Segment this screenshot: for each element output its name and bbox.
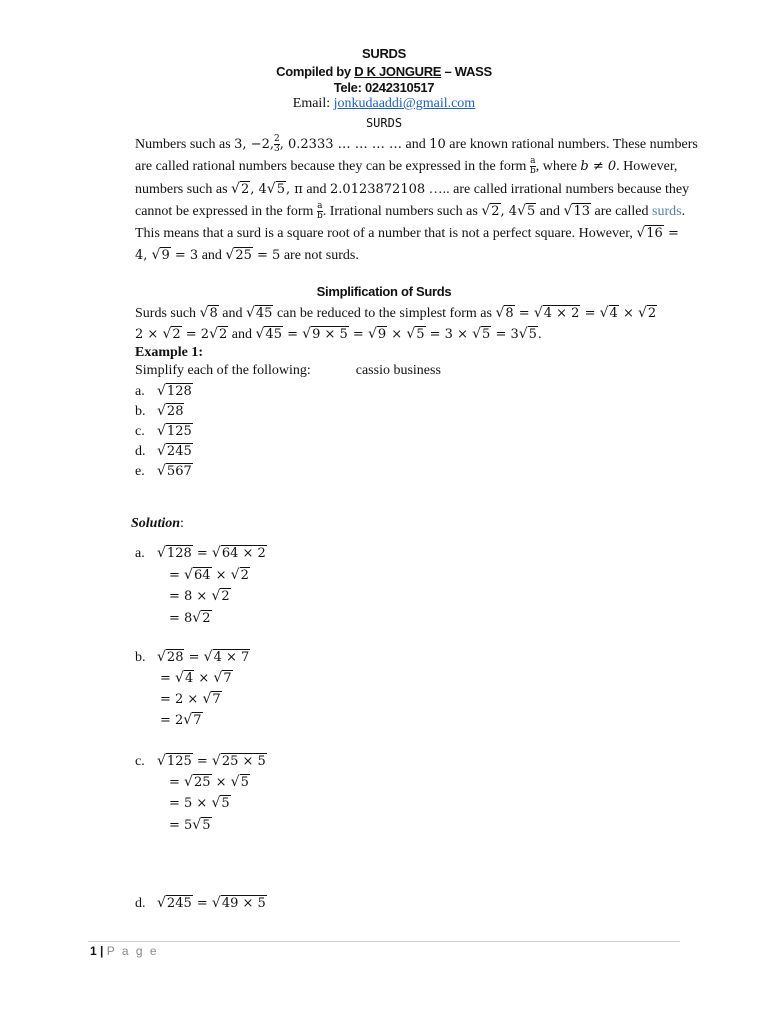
text: are called rational numbers because they can be expressed in the form: [135, 159, 530, 174]
text: .: [681, 204, 686, 219]
text: and: [218, 306, 246, 321]
sqrt: √64: [184, 567, 211, 583]
math: , π: [286, 182, 303, 197]
math: = 5 ×: [169, 796, 212, 811]
sqrt-arg: 4 × 2: [543, 306, 580, 321]
math: = 5: [169, 818, 193, 833]
math: =: [192, 896, 212, 911]
sqrt: √25 × 5: [211, 753, 266, 769]
math: 2 ×: [135, 327, 163, 342]
page-footer: [90, 944, 159, 958]
sqrt: √7: [213, 670, 232, 686]
sqrt: √9: [367, 326, 387, 342]
example-note: cassio business: [355, 363, 441, 378]
math: = 2 ×: [160, 692, 203, 707]
sqrt-arg: 2: [647, 306, 657, 321]
sqrt: √245: [157, 895, 192, 911]
math: ×: [194, 671, 214, 686]
math: = 2: [181, 327, 210, 342]
solution-c-line-1: [135, 753, 267, 770]
text: Numbers such as: [135, 137, 235, 152]
example-instruction-line: [135, 363, 441, 379]
solution-colon: :: [180, 516, 184, 531]
item-letter: a.: [135, 384, 145, 399]
example-item-a: [135, 383, 193, 400]
intro-paragraph: [135, 134, 698, 266]
example-item-c: [135, 423, 193, 440]
intro-row-5: [135, 222, 679, 244]
frac-num: a: [317, 201, 323, 212]
sqrt: √25: [225, 247, 252, 263]
text: are not surds.: [280, 248, 359, 263]
sqrt-arg: 4: [184, 671, 194, 686]
math: =: [160, 671, 176, 686]
item-letter: a.: [135, 546, 145, 561]
sqrt-arg: 45: [265, 327, 282, 342]
sqrt: √4: [175, 670, 194, 686]
sqrt: √8: [199, 305, 218, 321]
math: = 8: [169, 611, 193, 626]
sqrt-arg: 8: [209, 306, 218, 321]
solution-b-line-3: [160, 691, 222, 708]
sqrt-arg: 2: [240, 182, 250, 197]
sqrt: √7: [202, 691, 221, 707]
sqrt: √567: [157, 463, 192, 479]
page-separator: |: [96, 944, 107, 958]
solution-a-line-2: [169, 567, 250, 584]
sqrt: √125: [157, 753, 192, 769]
math: =: [514, 306, 534, 321]
sqrt: √5: [266, 181, 285, 197]
frac-den: b: [316, 211, 323, 222]
sqrt-arg: 9 × 5: [312, 327, 348, 342]
solution-heading: [131, 516, 184, 532]
sqrt-arg: 7: [193, 713, 202, 728]
sqrt: √2: [209, 326, 228, 342]
sqrt: √5: [406, 326, 425, 342]
sqrt-arg: 64: [193, 568, 211, 583]
sqrt-arg: 5: [276, 182, 285, 197]
sqrt: √45: [245, 305, 273, 321]
item-letter: d.: [135, 444, 146, 459]
example-instruction: Simplify each of the following:: [135, 363, 311, 378]
item-letter: d.: [135, 896, 146, 911]
sqrt: √16: [636, 225, 663, 241]
intro-row-1: [135, 134, 698, 156]
math: 4,: [135, 248, 152, 263]
surds-term: surds: [652, 204, 682, 219]
math: =: [192, 754, 212, 769]
item-letter: e.: [135, 464, 145, 479]
item-letter: b.: [135, 650, 146, 665]
compiled-prefix: Compiled by: [276, 64, 355, 79]
solution-b-line-1: [135, 649, 250, 666]
frac-num: 2: [274, 134, 280, 145]
solution-c-line-4: [169, 817, 212, 834]
sqrt: √8: [495, 305, 514, 321]
text: . However,: [616, 159, 678, 174]
text: can be reduced to the simplest form as: [273, 306, 496, 321]
math: ×: [211, 568, 231, 583]
item-letter: c.: [135, 424, 145, 439]
sqrt: √28: [157, 649, 184, 665]
sqrt: √125: [157, 423, 192, 439]
sqrt-arg: 128: [166, 546, 192, 561]
sqrt: √2: [211, 588, 230, 604]
frac-den: 3: [274, 144, 280, 155]
math: = 3 ×: [425, 327, 473, 342]
sqrt-arg: 9: [161, 248, 170, 263]
sqrt: √5: [517, 203, 536, 219]
math: = 3: [170, 248, 199, 263]
frac-num: a: [530, 156, 536, 167]
email-label: Email:: [292, 96, 334, 111]
sqrt-arg: 5: [528, 327, 537, 342]
math: =: [184, 650, 204, 665]
math: =: [169, 568, 185, 583]
sqrt: √245: [157, 443, 192, 459]
sqrt-arg: 2: [221, 589, 230, 604]
solution-d-line-1: [135, 895, 267, 912]
math: = 5: [252, 248, 281, 263]
sqrt: √25: [184, 774, 211, 790]
math: ×: [387, 327, 407, 342]
simplification-line-1: [135, 305, 657, 322]
example-item-e: [135, 463, 193, 480]
footer-divider: [88, 941, 680, 942]
text: are known rational numbers. These numbers: [445, 137, 698, 152]
sqrt: √49 × 5: [211, 895, 266, 911]
sqrt-arg: 25 × 5: [221, 754, 266, 769]
example-title: Example 1:: [135, 345, 204, 360]
sqrt-arg: 5: [416, 327, 425, 342]
sqrt-arg: 5: [240, 775, 249, 790]
text: , where: [535, 159, 581, 174]
sqrt: √9 × 5: [302, 326, 348, 342]
text: and: [228, 327, 256, 342]
section-heading: Simplification of Surds: [316, 284, 452, 299]
item-letter: b.: [135, 404, 146, 419]
math: 2.0123872108: [330, 182, 426, 197]
solution-b-line-4: [160, 712, 203, 729]
solution-a-line-3: [169, 588, 231, 605]
sqrt: √128: [157, 383, 192, 399]
sqrt-arg: 28: [166, 404, 184, 419]
sqrt: √4: [599, 305, 618, 321]
math: , 4: [250, 182, 267, 197]
math: = 8 ×: [169, 589, 212, 604]
text: ….. are called irrational numbers because they: [425, 182, 690, 197]
simplification-line-2: [135, 326, 541, 343]
sqrt-arg: 5: [202, 818, 211, 833]
math: 3, −2,: [234, 137, 274, 152]
text: Surds such: [135, 306, 200, 321]
sqrt-arg: 13: [573, 204, 590, 219]
sqrt-arg: 125: [166, 424, 192, 439]
sqrt-arg: 49 × 5: [221, 896, 266, 911]
author-name: D K JONGURE: [354, 64, 442, 79]
sqrt: √5: [518, 326, 537, 342]
sqrt: √2: [231, 181, 250, 197]
sqrt: √5: [211, 795, 230, 811]
math: =: [348, 327, 368, 342]
sqrt-arg: 245: [166, 444, 192, 459]
compiled-by-line: [0, 64, 768, 79]
solution-b-line-2: [160, 670, 233, 687]
sqrt-arg: 245: [166, 896, 192, 911]
sqrt: √2: [481, 203, 500, 219]
page-number: 1: [90, 944, 97, 958]
math: 10: [429, 137, 446, 152]
text: numbers such as: [135, 182, 232, 197]
sqrt-arg: 5: [482, 327, 491, 342]
sqrt-arg: 28: [166, 650, 184, 665]
sqrt: √2: [637, 305, 657, 321]
text: cannot be expressed in the form: [135, 204, 317, 219]
sqrt-arg: 45: [255, 306, 273, 321]
sqrt-arg: 125: [166, 754, 192, 769]
math: =: [169, 775, 185, 790]
page-word: P a g e: [106, 944, 159, 958]
sqrt: √2: [162, 326, 181, 342]
sqrt-arg: 8: [505, 306, 514, 321]
intro-row-4: [135, 200, 686, 222]
document-title: SURDS: [361, 46, 406, 61]
sqrt-arg: 25: [193, 775, 211, 790]
math: , 4: [500, 204, 518, 219]
sqrt: √9: [151, 247, 170, 263]
math: =: [282, 327, 303, 342]
email-link[interactable]: jonkudaaddi@gmail.com: [333, 96, 476, 111]
sqrt-arg: 5: [527, 204, 536, 219]
math: =: [580, 306, 600, 321]
sqrt-arg: 2: [240, 568, 249, 583]
sqrt-arg: 2: [491, 204, 500, 219]
math: , 0.2333 … … … …: [279, 137, 403, 152]
sqrt: √4 × 7: [203, 649, 250, 665]
math: b ≠ 0: [580, 159, 617, 174]
sqrt-arg: 4 × 7: [213, 650, 250, 665]
math: = 2: [160, 713, 184, 728]
sqrt-arg: 64 × 2: [221, 546, 266, 561]
sqrt: √13: [563, 203, 590, 219]
text: . Irrational numbers such as: [322, 204, 482, 219]
text: .: [537, 327, 542, 342]
solution-a-line-1: [135, 545, 267, 562]
sqrt: √2: [230, 567, 249, 583]
sqrt-arg: 2: [219, 327, 228, 342]
sqrt-arg: 9: [377, 327, 387, 342]
solution-label: Solution: [131, 516, 181, 531]
solution-c-line-2: [169, 774, 250, 791]
math: ×: [618, 306, 638, 321]
sqrt: √45: [255, 326, 282, 342]
example-item-b: [135, 403, 184, 420]
item-letter: c.: [135, 754, 145, 769]
math: =: [663, 226, 679, 241]
compiled-suffix: – WASS: [441, 64, 492, 79]
sqrt-arg: 4: [609, 306, 618, 321]
math: = 3: [491, 327, 519, 342]
telephone-line: Tele: 0242310517: [333, 80, 435, 95]
sqrt-arg: 2: [202, 611, 211, 626]
math: =: [192, 546, 212, 561]
text: and: [198, 248, 226, 263]
sqrt: √5: [472, 326, 491, 342]
sqrt-arg: 128: [166, 384, 192, 399]
solution-c-line-3: [169, 795, 231, 812]
sqrt-arg: 2: [172, 327, 181, 342]
sqrt: √28: [157, 403, 184, 419]
sqrt-arg: 7: [223, 671, 232, 686]
example-item-d: [135, 443, 193, 460]
text: are called: [590, 204, 652, 219]
intro-row-2: [135, 156, 678, 178]
subtitle: SURDS: [365, 116, 403, 130]
text: and: [402, 137, 430, 152]
sqrt-arg: 16: [646, 226, 663, 241]
sqrt: √5: [192, 817, 211, 833]
sqrt: √2: [192, 610, 211, 626]
sqrt: √5: [230, 774, 249, 790]
sqrt-arg: 7: [212, 692, 221, 707]
sqrt: √7: [183, 712, 202, 728]
sqrt: √64 × 2: [211, 545, 266, 561]
sqrt-arg: 25: [235, 248, 252, 263]
intro-row-3: [135, 178, 690, 200]
math: ×: [211, 775, 231, 790]
text: and: [536, 204, 564, 219]
email-line: [0, 96, 768, 112]
solution-a-line-4: [169, 610, 212, 627]
intro-row-6: [135, 244, 645, 266]
text: This means that a surd is a square root of a number that is not a perfect square. However,: [135, 226, 637, 241]
sqrt: √4 × 2: [533, 305, 580, 321]
frac-den: b: [529, 166, 536, 177]
text: and: [302, 182, 331, 197]
sqrt-arg: 5: [221, 796, 230, 811]
sqrt: √128: [157, 545, 192, 561]
sqrt-arg: 567: [166, 464, 192, 479]
